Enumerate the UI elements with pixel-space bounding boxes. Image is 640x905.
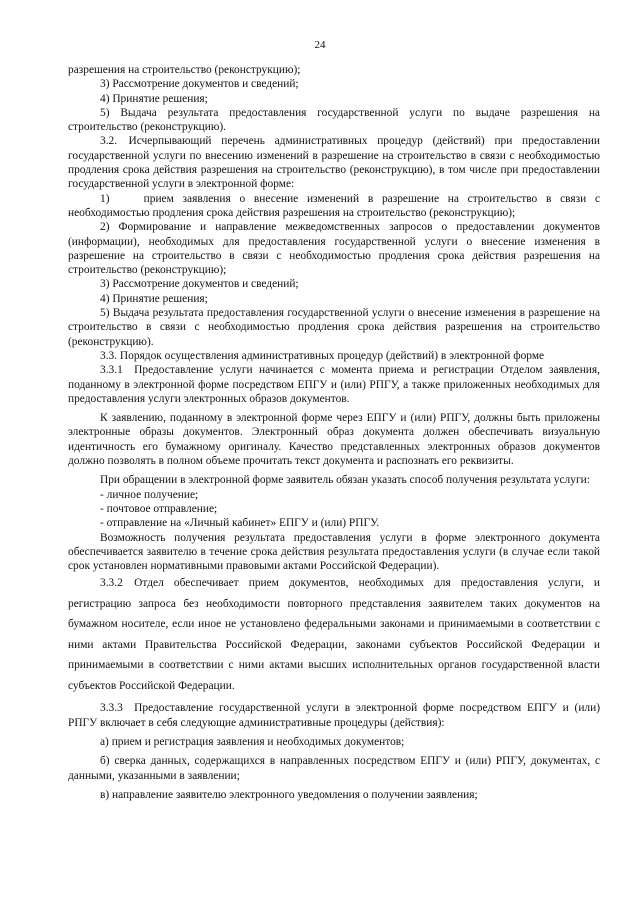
paragraph: К заявлению, поданному в электронной форме через ЕПГУ и (или) РПГУ, должны быть приложены электронные образы документов. Электронный образ документа должен обеспечивать визуальную идентичность его бумажному оригиналу. Качество представленных электронных образов документов должно позволять в полном объеме прочитать текст документа и распознать его реквизиты. bbox=[68, 412, 600, 468]
paragraph: в) направление заявителю электронного уведомления о получении заявления; bbox=[100, 788, 478, 801]
paragraph: При обращении в электронной форме заявитель обязан указать способ получения результата услуги: bbox=[100, 474, 590, 487]
paragraph: 5) Выдача результата предоставления государственной услуги о внесение изменения в разрешение на строительство в связи с необходимостью продления срока действия разрешения на строительство (реконструкцию). bbox=[68, 307, 600, 348]
paragraph: 2) Формирование и направление межведомственных запросов о предоставлении документов (информации), необходимых для предоставления государственной услуги о внесение изменения в разрешение на строительство в связи с необходимостью продления срока действия разрешения на строительство (реконструкцию); bbox=[68, 221, 600, 277]
paragraph: 3.3.1 Предоставление услуги начинается с момента приема и регистрации Отделом заявления, поданному в электронной форме посредством ЕПГУ и (или) РПГУ, а также приложенных необходимых для предоставления услуги электронных образов документов. bbox=[68, 364, 600, 405]
paragraph: - почтовое отправление; bbox=[100, 502, 218, 515]
paragraph: 4) Принятие решения; bbox=[100, 92, 208, 105]
paragraph: 1) прием заявления о внесение изменений в разрешение на строительство в связи с необходимостью продления срока действия разрешения на строительство (реконструкцию); bbox=[68, 192, 600, 219]
document-body bbox=[68, 63, 600, 802]
paragraph: 3.3. Порядок осуществления административных процедур (действий) в электронной форме bbox=[100, 349, 545, 362]
paragraph: а) прием и регистрация заявления и необходимых документов; bbox=[100, 735, 405, 748]
paragraph: - личное получение; bbox=[100, 488, 199, 501]
paragraph: 4) Принятие решения; bbox=[100, 292, 208, 305]
paragraph: б) сверка данных, содержащихся в направленных посредством ЕПГУ и (или) РПГУ, документах, с данными, указанными в заявлении; bbox=[68, 755, 600, 782]
paragraph: 3.2. Исчерпывающий перечень административных процедур (действий) при предоставлении государственной услуги по внесению изменений в разрешение на строительство в связи с необходимостью продления срока действия разрешения на строительство (реконструкцию), в том числе при предоставлении государственной услуги в электронной форме: bbox=[68, 135, 600, 191]
paragraph: Возможность получения результата предоставления услуги в форме электронного документа обеспечивается заявителю в течение срока действия результата предоставления услуги (в случае если такой срок установлен нормативными правовыми актами Российской Федерации). bbox=[68, 531, 600, 573]
page-number: 24 bbox=[314, 39, 326, 51]
paragraph: 3) Рассмотрение документов и сведений; bbox=[100, 78, 299, 91]
paragraph: 3) Рассмотрение документов и сведений; bbox=[100, 278, 299, 291]
paragraph: - отправление на «Личный кабинет» ЕПГУ и (или) РПГУ. bbox=[100, 517, 380, 530]
paragraph: 3.3.3 Предоставление государственной услуги в электронной форме посредством ЕПГУ и (или) РПГУ включает в себя следующие административные процедуры (действия): bbox=[68, 702, 600, 729]
paragraph: 5) Выдача результата предоставления государственной услуги по выдаче разрешения на строительство (реконструкцию). bbox=[68, 106, 600, 134]
paragraph: разрешения на строительство (реконструкцию); bbox=[68, 64, 301, 76]
paragraph: 3.3.2 Отдел обеспечивает прием документов, необходимых для предоставления услуги, и регистрацию запроса без необходимости повторного представления заявителем таких документов на бумажном носителе, если иное не установлено федеральными законами и принимаемыми в соответствии с ними актами Правительства Российской Федерации, законами субъектов Российской Федерации и принимаемыми в соответствии с ними актами высших исполнительных органов государственной власти субъектов Российской Федерации. bbox=[68, 577, 600, 692]
